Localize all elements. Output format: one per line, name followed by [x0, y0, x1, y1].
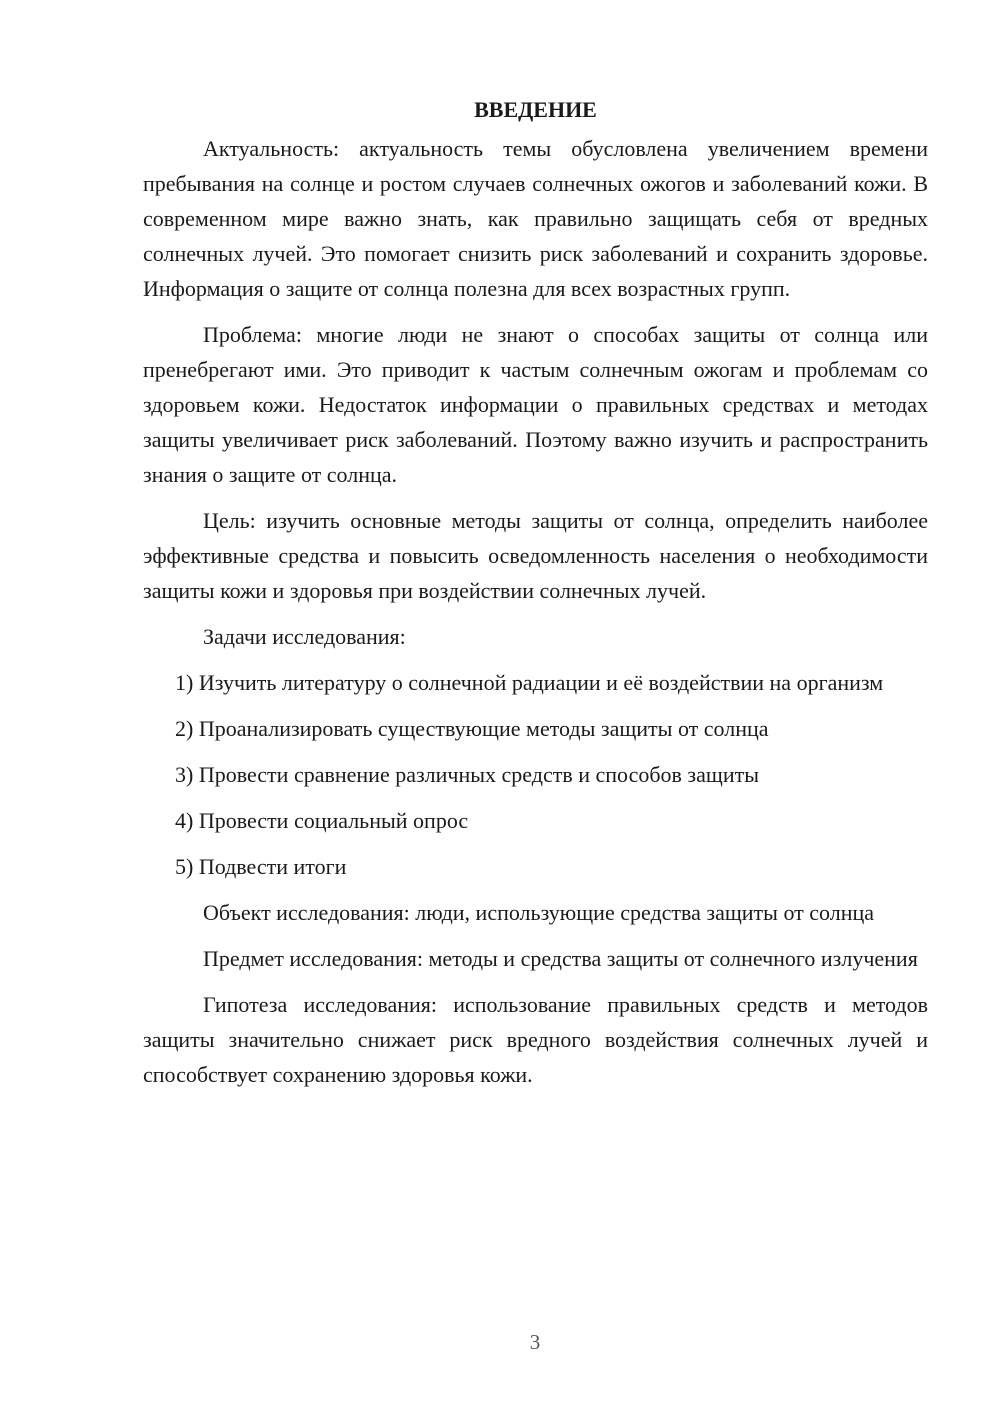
tasks-heading: Задачи исследования:: [203, 624, 406, 649]
relevance-paragraph: Актуальность: актуальность темы обусловлена увеличением времени пребывания на солнце и ростом случаев солнечных ожогов и заболеваний кожи. В современном мире важно знать, как правильно защищать себя от вредных солнечных лучей. Это помогает снизить риск заболеваний и сохранить здоровье. Информация о защите от солнца полезна для всех возрастных групп.: [143, 136, 928, 301]
document-page: [143, 92, 928, 1103]
page-number: 3: [529, 1330, 541, 1354]
problem-paragraph: Проблема: многие люди не знают о способах защиты от солнца или пренебрегают ими. Это приводит к частым солнечным ожогам и проблемам со здоровьем кожи. Недостаток информации о правильных средствах и методах защиты увеличивает риск заболеваний. Поэтому важно изучить и распространить знания о защите от солнца.: [143, 322, 928, 487]
hypothesis-paragraph: Гипотеза исследования: использование правильных средств и методов защиты значительно снижает риск вредного воздействия солнечных лучей и способствует сохранению здоровья кожи.: [143, 992, 928, 1087]
page-title: ВВЕДЕНИЕ: [474, 97, 597, 122]
task-item: 4) Провести социальный опрос: [175, 808, 469, 833]
goal-paragraph: Цель: изучить основные методы защиты от солнца, определить наиболее эффективные средства и повысить осведомленность населения о необходимости защиты кожи и здоровья при воздействии солнечных лучей.: [143, 508, 928, 603]
task-item: 2) Проанализировать существующие методы защиты от солнца: [175, 716, 769, 741]
subject-paragraph: Предмет исследования: методы и средства защиты от солнечного излучения: [203, 946, 918, 971]
task-item: 1) Изучить литературу о солнечной радиации и её воздействии на организм: [175, 670, 884, 695]
object-paragraph: Объект исследования: люди, использующие средства защиты от солнца: [203, 900, 875, 925]
task-item: 3) Провести сравнение различных средств и способов защиты: [175, 762, 759, 787]
task-item: 5) Подвести итоги: [175, 854, 347, 879]
